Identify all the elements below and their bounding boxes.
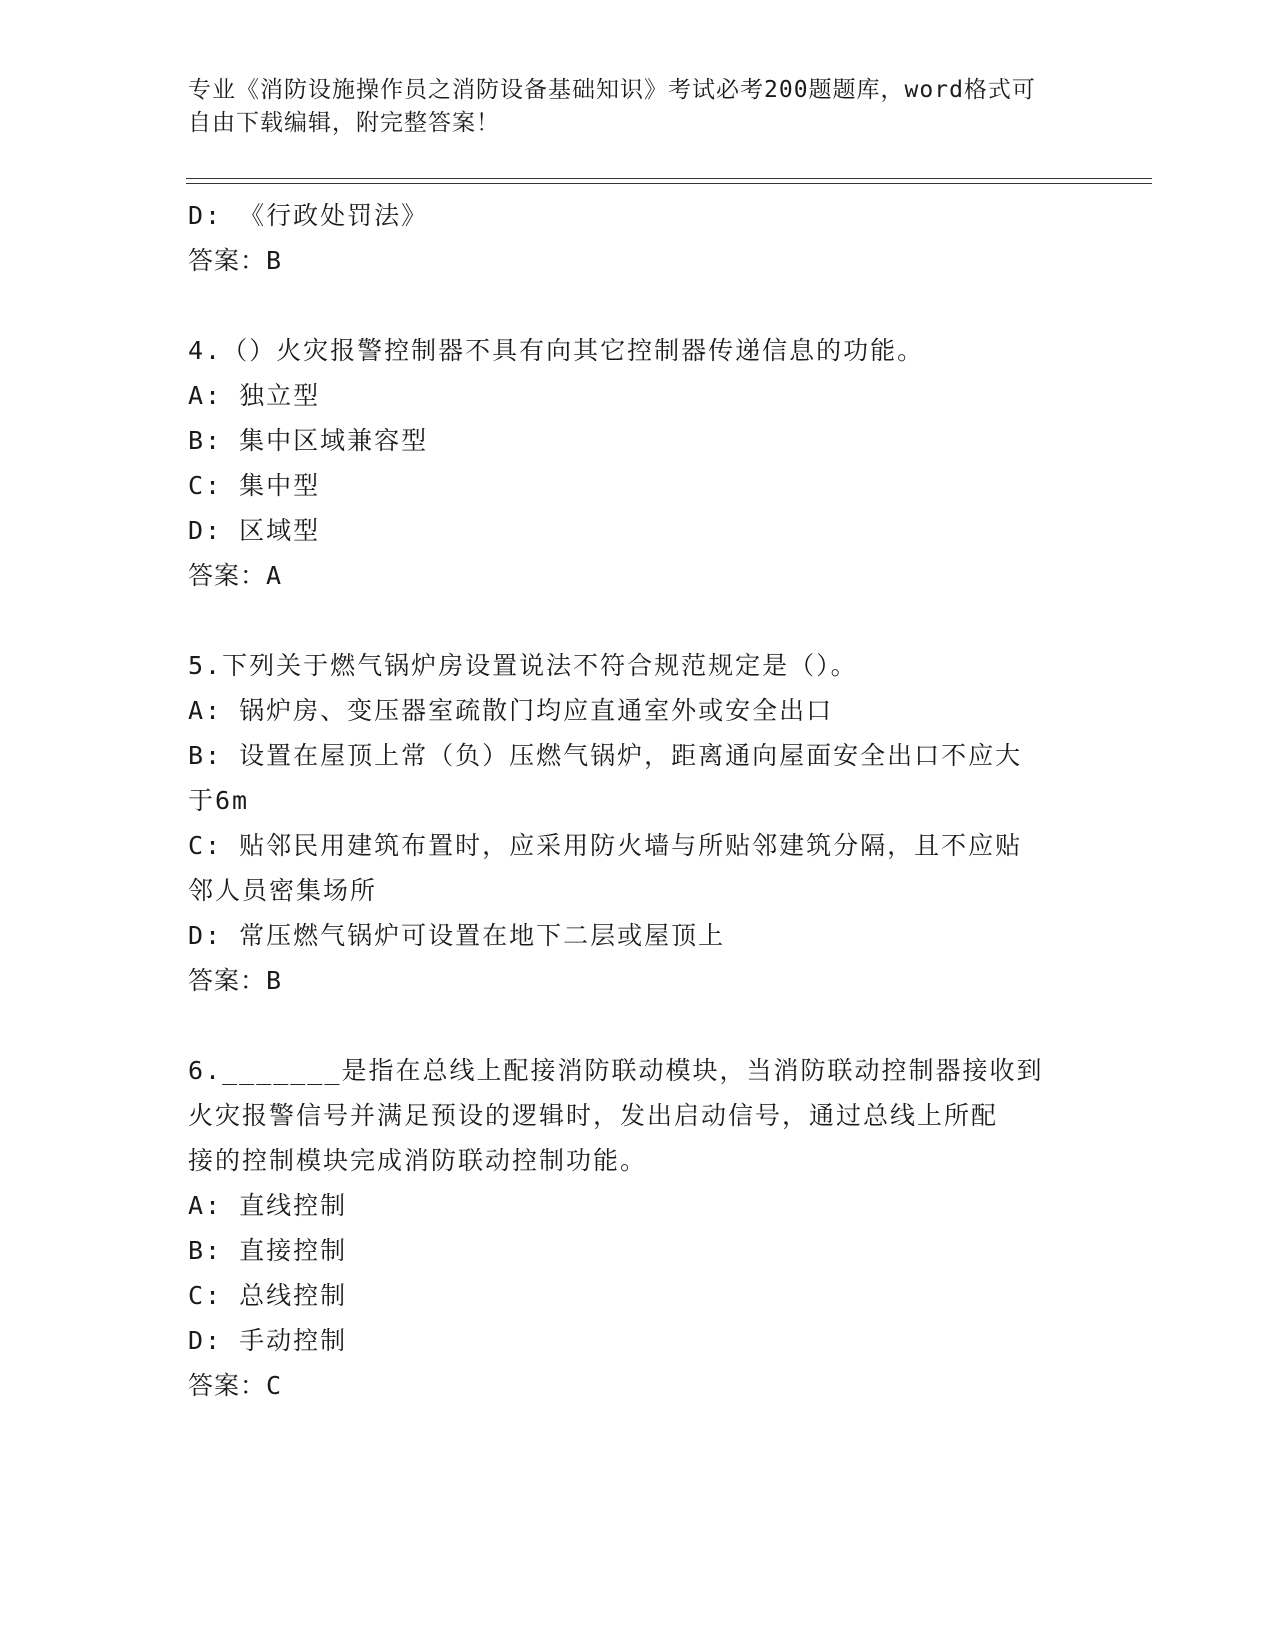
question-5	[188, 643, 1068, 1004]
question-4	[188, 328, 1068, 599]
q4-option-b: B: 集中区域兼容型	[188, 426, 429, 455]
header-line-1: 专业《消防设施操作员之消防设备基础知识》考试必考200题题库，word格式可	[188, 77, 1036, 103]
question-6	[188, 1048, 1068, 1409]
q3-option-d: D: 《行政处罚法》	[188, 201, 429, 230]
document-header	[188, 74, 1068, 140]
q4-option-a: A: 独立型	[188, 381, 321, 410]
q6-stem-line-3: 接的控制模块完成消防联动控制功能。	[188, 1146, 648, 1175]
q4-option-d: D: 区域型	[188, 516, 321, 545]
q5-answer: 答案：B	[188, 966, 283, 995]
q5-option-a: A: 锅炉房、变压器室疏散门均应直通室外或安全出口	[188, 696, 834, 725]
q6-option-d: D: 手动控制	[188, 1326, 348, 1355]
header-line-2: 自由下载编辑，附完整答案！	[188, 110, 500, 136]
spacer	[188, 284, 1068, 328]
q6-option-a: A: 直线控制	[188, 1191, 348, 1220]
q5-option-d: D: 常压燃气锅炉可设置在地下二层或屋顶上	[188, 921, 726, 950]
q4-answer: 答案：A	[188, 561, 283, 590]
q6-stem-line-2: 火灾报警信号并满足预设的逻辑时，发出启动信号，通过总线上所配	[188, 1101, 999, 1130]
q5-option-b-line-1: B: 设置在屋顶上常（负）压燃气锅炉，距离通向屋面安全出口不应大	[188, 741, 1023, 770]
question-list	[188, 193, 1068, 1409]
spacer	[188, 1004, 1068, 1048]
q6-stem-line-1: 6._______是指在总线上配接消防联动模块，当消防联动控制器接收到	[188, 1056, 1044, 1085]
q6-option-c: C: 总线控制	[188, 1281, 348, 1310]
q5-option-c-line-2: 邻人员密集场所	[188, 876, 378, 905]
q5-option-b-line-2: 于6m	[188, 786, 250, 815]
question-3-tail	[188, 193, 1068, 284]
q6-answer: 答案：C	[188, 1371, 283, 1400]
header-divider-top	[186, 178, 1152, 179]
q3-answer: 答案：B	[188, 246, 283, 275]
q5-option-c-line-1: C: 贴邻民用建筑布置时，应采用防火墙与所贴邻建筑分隔，且不应贴	[188, 831, 1023, 860]
q4-stem: 4.（）火灾报警控制器不具有向其它控制器传递信息的功能。	[188, 336, 925, 365]
spacer	[188, 599, 1068, 643]
q5-stem: 5.下列关于燃气锅炉房设置说法不符合规范规定是（）。	[188, 651, 858, 680]
header-divider-bottom	[186, 183, 1152, 184]
q4-option-c: C: 集中型	[188, 471, 321, 500]
q6-option-b: B: 直接控制	[188, 1236, 348, 1265]
